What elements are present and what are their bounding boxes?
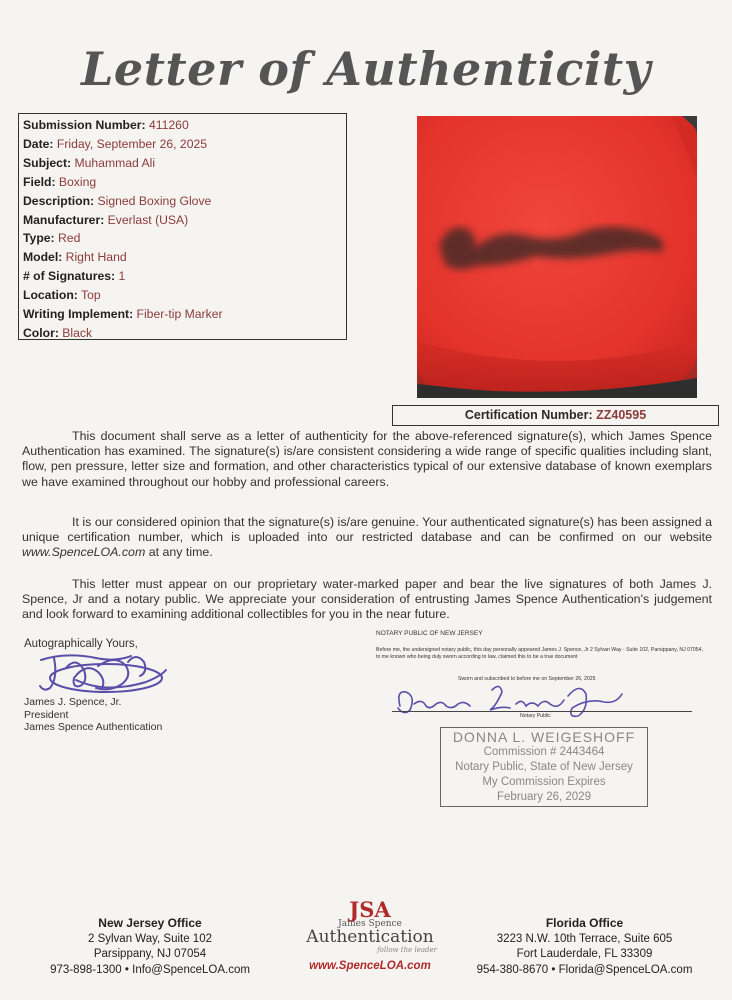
cert-label: Certification Number:: [464, 408, 593, 422]
stamp-name: DONNA L. WEIGESHOFF: [452, 729, 636, 745]
detail-row: [23, 324, 342, 343]
detail-value: Boxing: [58, 174, 97, 189]
paragraph-examination: This document shall serve as a letter of authenticity for the above-referenced signature(s), which James Spence Authentication has examined. The signature(s) is/are consistent considering a wide range of specific qualities including slant, flow, pen pressure, letter size and formation, and other characteristics typical of our extensive database of known exemplars we have examined throughout our hobby and professional careers.: [22, 429, 712, 489]
detail-value: Top: [81, 288, 101, 303]
bullet-icon: •: [124, 963, 129, 976]
detail-label: Field:: [23, 174, 56, 189]
website-link[interactable]: www.SpenceLOA.com: [22, 545, 146, 560]
cert-number: ZZ40595: [596, 408, 647, 422]
detail-row: [23, 229, 342, 248]
signer-role: President: [24, 708, 69, 721]
notary-heading: NOTARY PUBLIC OF NEW JERSEY: [376, 630, 483, 637]
detail-value: Everlast (USA): [107, 212, 189, 227]
jsa-logo: [295, 897, 445, 972]
detail-label: Manufacturer:: [23, 212, 105, 227]
nj-phone: 973-898-1300: [50, 963, 122, 976]
detail-label: Subject:: [23, 155, 72, 170]
detail-value: 1: [118, 269, 126, 284]
page-title: Letter of Authenticity: [81, 42, 651, 96]
detail-value: Fiber-tip Marker: [136, 307, 223, 322]
james-spence-signature-icon: [36, 648, 171, 701]
fl-office-heading: Florida Office: [545, 916, 624, 930]
p2-text-after: at any time.: [145, 545, 213, 560]
notary-signature-icon: [392, 676, 632, 725]
paragraph-watermark: This letter must appear on our proprietary water-marked paper and bear the live signatures of both James J. Spence, Jr and a notary public. We appreciate your consideration of entrusting James Spence Authentication's judgement and look forward to examining additional collectibles for you in the near future.: [22, 577, 712, 622]
p2-text-before: It is our considered opinion that the signature(s) is/are genuine. Your authenticated signature(s) has been assigned a unique certification number, which is uploaded into our restricted database and can be confirmed on our website: [22, 515, 712, 545]
notary-signature-line: [392, 711, 692, 712]
logo-authentication: Authentication: [306, 927, 434, 947]
fl-address-line1: 3223 N.W. 10th Terrace, Suite 605: [496, 932, 673, 945]
fl-office: [462, 916, 707, 978]
logo-website-link[interactable]: www.SpenceLOA.com: [309, 960, 431, 972]
fl-phone: 954-380-8670: [476, 963, 549, 976]
detail-label: Model:: [23, 250, 63, 265]
detail-label: Color:: [23, 325, 59, 340]
detail-value: Black: [62, 325, 93, 340]
detail-value: 411260: [148, 118, 189, 132]
detail-label: Description:: [23, 193, 95, 208]
detail-row: [23, 173, 342, 192]
detail-row: [23, 211, 342, 230]
detail-value: Red: [58, 231, 81, 246]
stamp-state: Notary Public, State of New Jersey: [455, 761, 633, 773]
detail-label: Submission Number:: [23, 118, 146, 132]
glove-image-icon: [417, 116, 697, 398]
signer-company: James Spence Authentication: [24, 721, 163, 733]
details-box: [18, 113, 347, 340]
detail-row: [23, 248, 342, 267]
stamp-commission: Commission # 2443464: [483, 746, 605, 758]
nj-address-line2: Parsippany, NJ 07054: [93, 948, 207, 960]
logo-tagline: follow the leader: [377, 946, 437, 954]
notary-sworn: Sworn and subscribed to before me on September 26, 2025: [458, 676, 596, 682]
detail-row: [23, 286, 342, 305]
logo-jsa: JSA: [349, 897, 391, 922]
logo-james-spence: James Spence: [338, 919, 402, 929]
fl-address-line2: Fort Lauderdale, FL 33309: [516, 948, 653, 960]
stamp-expires-date: February 26, 2029: [497, 791, 591, 803]
nj-email[interactable]: Info@SpenceLOA.com: [132, 963, 250, 976]
paragraph-opinion: [22, 515, 712, 561]
notary-text: Before me, the undersigned notary public, this day personally appeared James J. Spence, Jr 2 Sylvan Way - Suite 102, Parsippany, NJ 07054, to me known who being duly sworn according to law, claimed this to be a true document: [376, 647, 703, 660]
detail-row: [23, 192, 342, 211]
nj-office: [35, 916, 265, 978]
closing: Autographically Yours,: [24, 638, 138, 650]
nj-office-heading: New Jersey Office: [98, 916, 202, 930]
glove-photo: [417, 116, 697, 398]
detail-label: Location:: [23, 288, 78, 303]
detail-label: Type:: [23, 231, 55, 246]
notary-public-label: Notary Public: [520, 713, 551, 719]
nj-address-line1: 2 Sylvan Way, Suite 102: [87, 932, 212, 945]
detail-label: Writing Implement:: [23, 307, 134, 322]
detail-value: Right Hand: [65, 250, 127, 265]
fl-email[interactable]: Florida@SpenceLOA.com: [558, 963, 693, 976]
detail-row: [23, 305, 342, 324]
detail-label: # of Signatures:: [23, 269, 116, 284]
stamp-expires-label: My Commission Expires: [482, 776, 606, 788]
detail-value: Muhammad Ali: [74, 155, 156, 170]
certification-number: [392, 405, 719, 426]
detail-row: [23, 154, 342, 173]
detail-value: Friday, September 26, 2025: [56, 136, 208, 151]
detail-value: Signed Boxing Glove: [97, 193, 212, 208]
detail-label: Date:: [23, 136, 54, 151]
notary-stamp: [440, 727, 648, 807]
detail-row: [23, 267, 342, 286]
detail-row: [23, 116, 342, 135]
bullet-icon: •: [551, 963, 556, 976]
detail-row: [23, 135, 342, 154]
signer-name: James J. Spence, Jr.: [24, 696, 122, 708]
